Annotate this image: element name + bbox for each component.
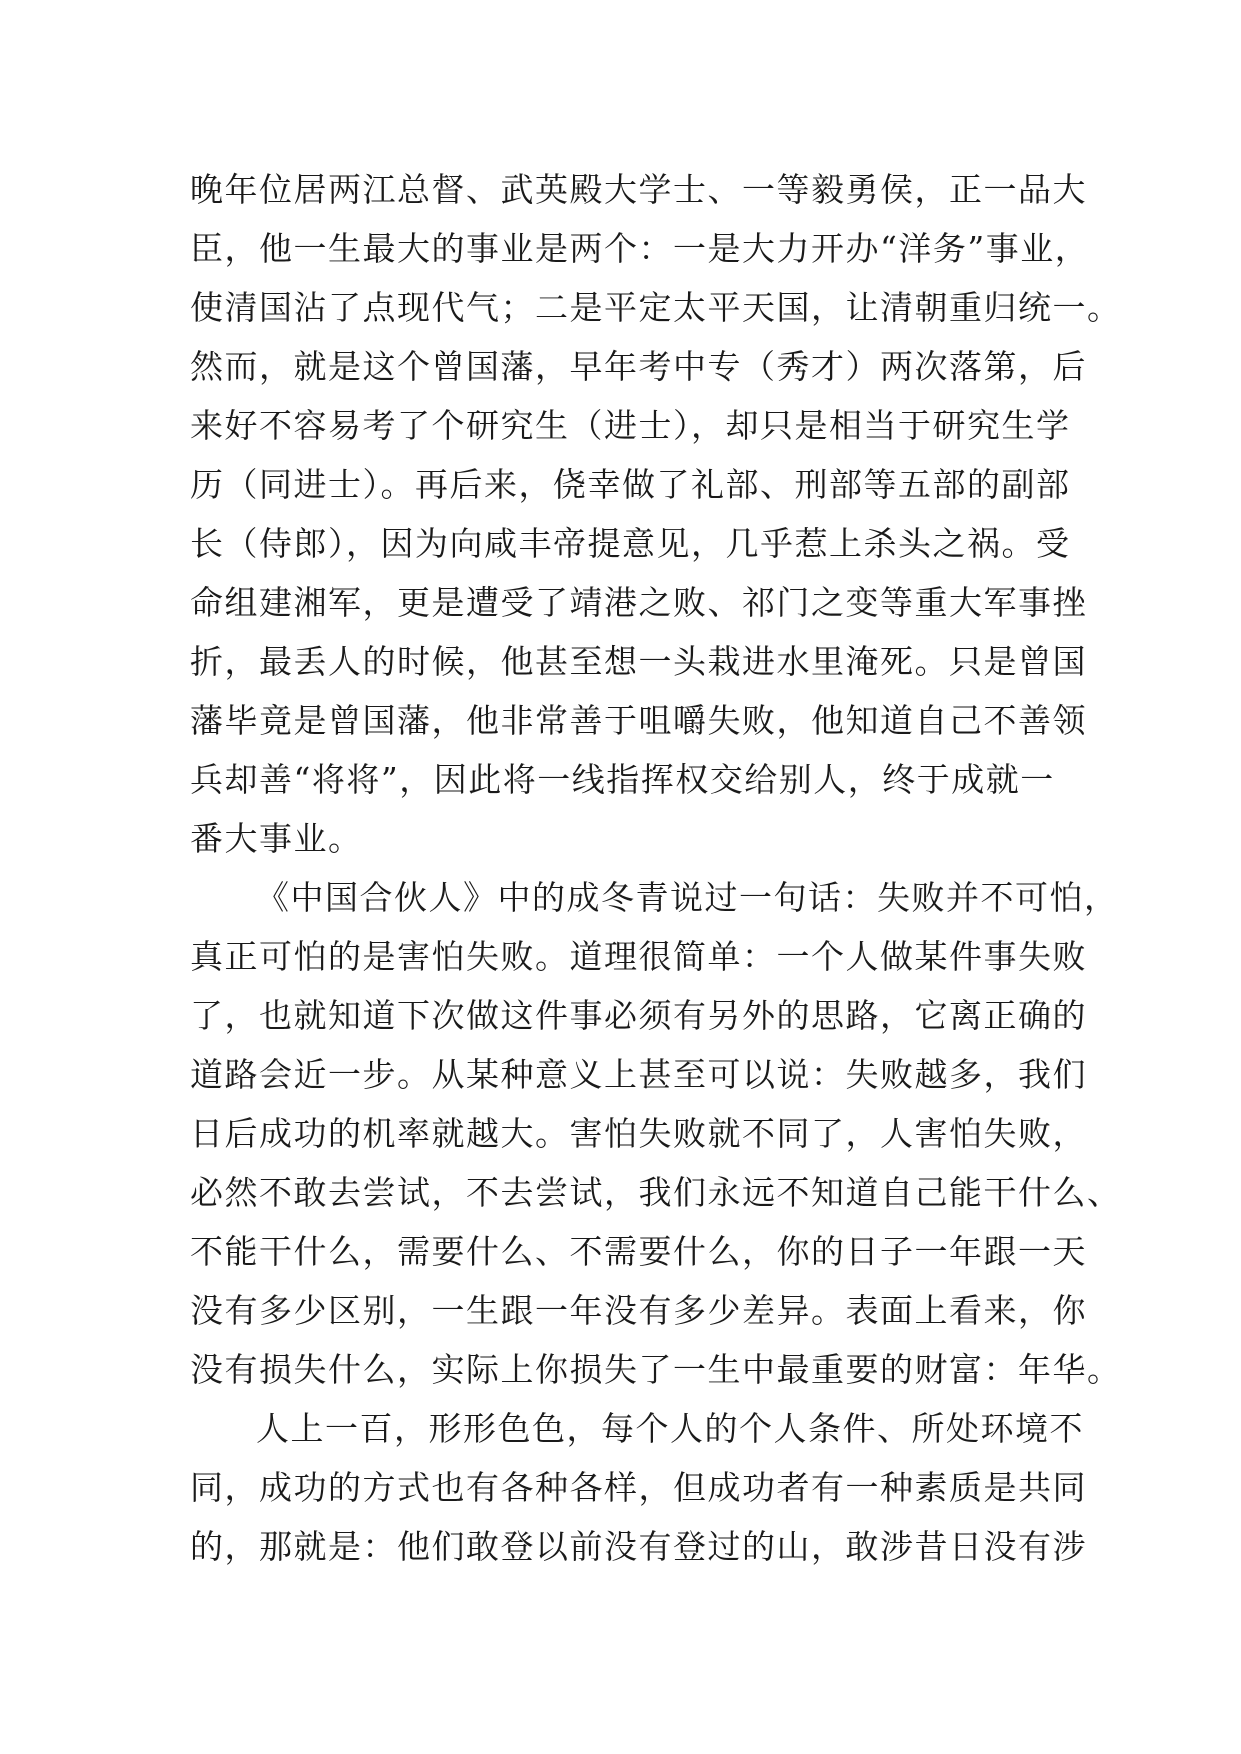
text-line: 历（同进士）。再后来，侥幸做了礼部、刑部等五部的副部 [190,465,1071,504]
text-line: 长（侍郎），因为向咸丰帝提意见，几乎惹上杀头之祸。受 [190,524,1071,563]
text-line: 来好不容易考了个研究生（进士），却只是相当于研究生学 [190,406,1071,445]
text-line: 晚年位居两江总督、武英殿大学士、一等毅勇侯，正一品大 [190,170,1087,209]
text-line: 使清国沾了点现代气；二是平定太平天国，让清朝重归统一。 [190,288,1122,327]
text-line: 没有损失什么，实际上你损失了一生中最重要的财富：年华。 [190,1350,1122,1389]
text-line: 臣，他一生最大的事业是两个：一是大力开办“洋务”事业， [190,229,1090,268]
text-line: 日后成功的机率就越大。害怕失败就不同了，人害怕失败， [190,1114,1087,1153]
text-line: 必然不敢去尝试，不去尝试，我们永远不知道自己能干什么、 [190,1173,1122,1212]
paragraph-first-line: 《中国合伙人》中的成冬青说过一句话：失败并不可怕， [256,878,1119,917]
text-line: 道路会近一步。从某种意义上甚至可以说：失败越多，我们 [190,1055,1087,1094]
text-line: 折，最丢人的时候，他甚至想一头栽进水里淹死。只是曾国 [190,642,1087,681]
text-line: 没有多少区别，一生跟一年没有多少差异。表面上看来，你 [190,1291,1087,1330]
text-line: 不能干什么，需要什么、不需要什么，你的日子一年跟一天 [190,1232,1087,1271]
text-line: 命组建湘军，更是遭受了靖港之败、祁门之变等重大军事挫 [190,583,1087,622]
text-line: 番大事业。 [190,819,363,858]
body-text [190,160,1122,1576]
text-line: 然而，就是这个曾国藩，早年考中专（秀才）两次落第，后 [190,347,1087,386]
paragraph-first-line: 人上一百，形形色色，每个人的个人条件、所处环境不 [256,1409,1084,1448]
text-line: 兵却善“将将”，因此将一线指挥权交给别人，终于成就一 [190,760,1055,799]
text-line: 同，成功的方式也有各种各样，但成功者有一种素质是共同 [190,1468,1087,1507]
text-line: 藩毕竟是曾国藩，他非常善于咀嚼失败，他知道自己不善领 [190,701,1087,740]
text-line: 真正可怕的是害怕失败。道理很简单：一个人做某件事失败 [190,937,1087,976]
text-line: 的，那就是：他们敢登以前没有登过的山，敢涉昔日没有涉 [190,1527,1087,1566]
text-line: 了，也就知道下次做这件事必须有另外的思路，它离正确的 [190,996,1087,1035]
